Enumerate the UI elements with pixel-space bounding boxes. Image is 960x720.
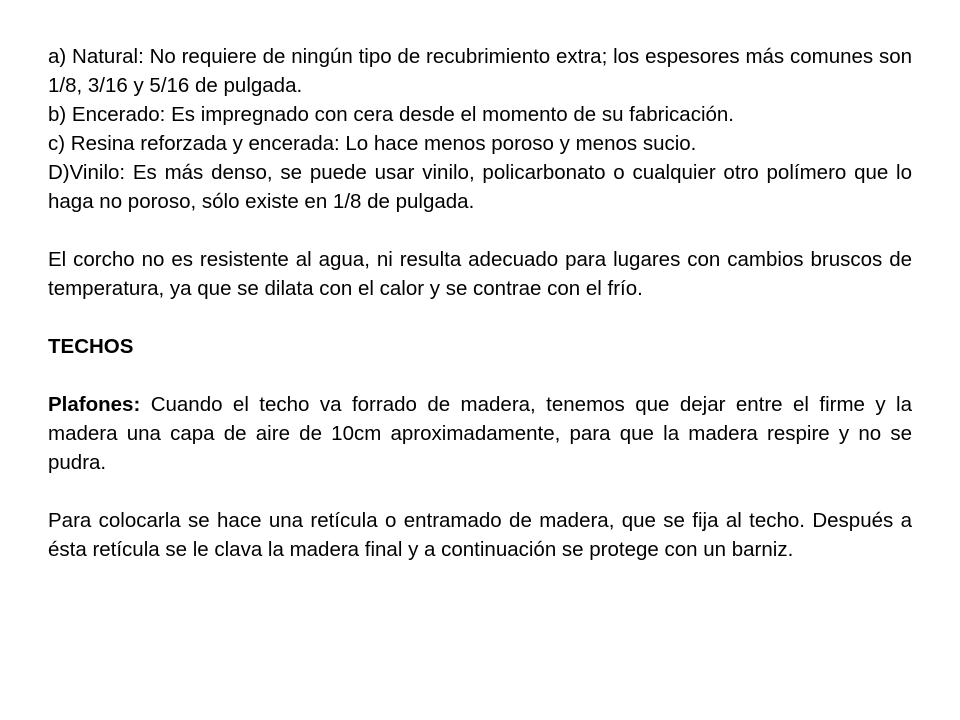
paragraph-spacer xyxy=(48,216,912,245)
plafones-term: Plafones: xyxy=(48,393,141,416)
item-vinilo: D)Vinilo: Es más denso, se puede usar vinilo, policarbonato o cualquier otro polímero que lo haga no poroso, sólo existe en 1/8 de pulgada. xyxy=(48,161,912,213)
item-encerado: b) Encerado: Es impregnado con cera desde el momento de su fabricación. xyxy=(48,103,734,126)
section-title: TECHOS xyxy=(48,335,134,358)
item-resina: c) Resina reforzada y encerada: Lo hace menos poroso y menos sucio. xyxy=(48,132,697,155)
paragraph-spacer xyxy=(48,303,912,332)
cork-note-paragraph: El corcho no es resistente al agua, ni resulta adecuado para lugares con cambios bruscos de temperatura, ya que se dilata con el calor y se contrae con el frío. xyxy=(48,248,912,300)
item-natural: a) Natural: No requiere de ningún tipo de recubrimiento extra; los espesores más comunes son 1/8, 3/16 y 5/16 de pulgada. xyxy=(48,45,912,97)
paragraph-spacer xyxy=(48,477,912,506)
paragraph-spacer xyxy=(48,361,912,390)
plafones-text: Cuando el techo va forrado de madera, tenemos que dejar entre el firme y la madera una capa de aire de 10cm aproximadamente, para que la madera respire y no se pudra. xyxy=(48,393,912,474)
plafones-paragraph xyxy=(48,390,912,477)
install-paragraph: Para colocarla se hace una retícula o entramado de madera, que se fija al techo. Después a ésta retícula se le clava la madera final y a continuación se protege con un barniz. xyxy=(48,509,912,561)
document-page xyxy=(48,42,912,564)
